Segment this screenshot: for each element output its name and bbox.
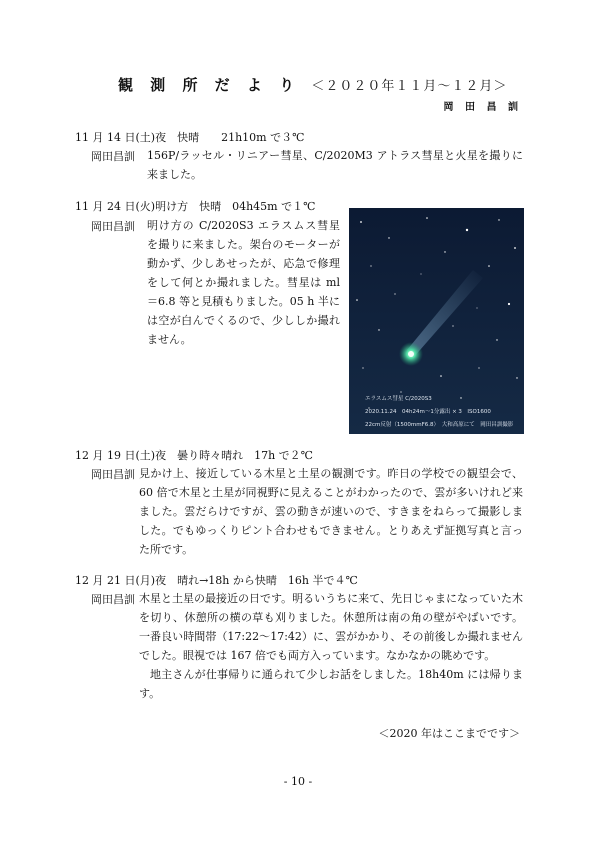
entry-speaker-3: 岡田昌訓	[91, 468, 135, 481]
entry-speaker-2: 岡田昌訓	[91, 220, 135, 233]
page-number: - 10 -	[283, 775, 313, 788]
entry-heading-1: 11 月 14 日(土)夜 快晴 21h10m で３℃	[75, 131, 305, 144]
photo-caption-3: 22cm反射（1500mmF6.8） 大和高原にて 岡田昌訓撮影	[365, 422, 514, 428]
entry-text-1: 156P/ラッセル・リニアー彗星、C/2020M3 アトラス彗星と火星を撮りに来ました。	[147, 149, 523, 181]
comet-photo	[349, 208, 524, 434]
title-subtitle: ＜２０２０年１１月～１２月＞	[311, 79, 508, 94]
photo-caption-2: 2020.11.24 04h24m～1分露出 × 3 ISO1600	[365, 409, 491, 415]
entry-text-3: 見かけ上、接近している木星と土星の観測です。昨日の学校での観望会で、60 倍で木星と土星が同視野に見えることがわかったので、雲が多いけれど来ました。雲だらけですが、雲の動きが速いので、すきまをねらって撮影しました。でもゆっくりピント合わせもできません。とりあえず証拠写真と言った所です。	[139, 467, 523, 556]
entry-text-2: 明け方の C/2020S3 エラスムス彗星を撮りに来ました。架台のモーターが動かず、少しあせったが、応急で修理をして何とか撮れました。彗星は ml＝6.8 等と見積もりました。05 h 半には空が白んでくるので、少ししか撮れません。	[147, 219, 340, 346]
closing-note: ＜2020 年はここまでです＞	[378, 727, 520, 740]
page-title	[118, 74, 507, 95]
entry-speaker-1: 岡田昌訓	[91, 150, 135, 163]
entry-heading-4: 12 月 21 日(月)夜 晴れ→18h から快晴 16h 半で４℃	[75, 574, 358, 587]
entry-speaker-4: 岡田昌訓	[91, 593, 135, 606]
entry-heading-2: 11 月 24 日(火)明け方 快晴 04h45m で１℃	[75, 200, 316, 213]
author-name: 岡 田 昌 訓	[443, 102, 522, 113]
entry-text-4: 木星と土星の最接近の日です。明るいうちに来て、先日じゃまになっていた木を切り、休憩所の横の草も刈りました。休憩所は南の角の壁がやばいです。一番良い時間帯（17:22～17:42）に、雲がかかり、その前後しか撮れませんでした。眼視では 167 倍でも両方入っています。なかなかの眺めです。	[139, 592, 523, 662]
entry-text-4b: 地主さんが仕事帰りに通られて少しお話をしました。18h40m には帰ります。	[139, 668, 523, 700]
entry-heading-3: 12 月 19 日(土)夜 曇り時々晴れ 17h で２℃	[75, 449, 313, 462]
photo-caption-1: エラスムス彗星 C/2020S3	[365, 396, 432, 402]
title-main: 観 測 所 だ よ り	[118, 76, 301, 94]
